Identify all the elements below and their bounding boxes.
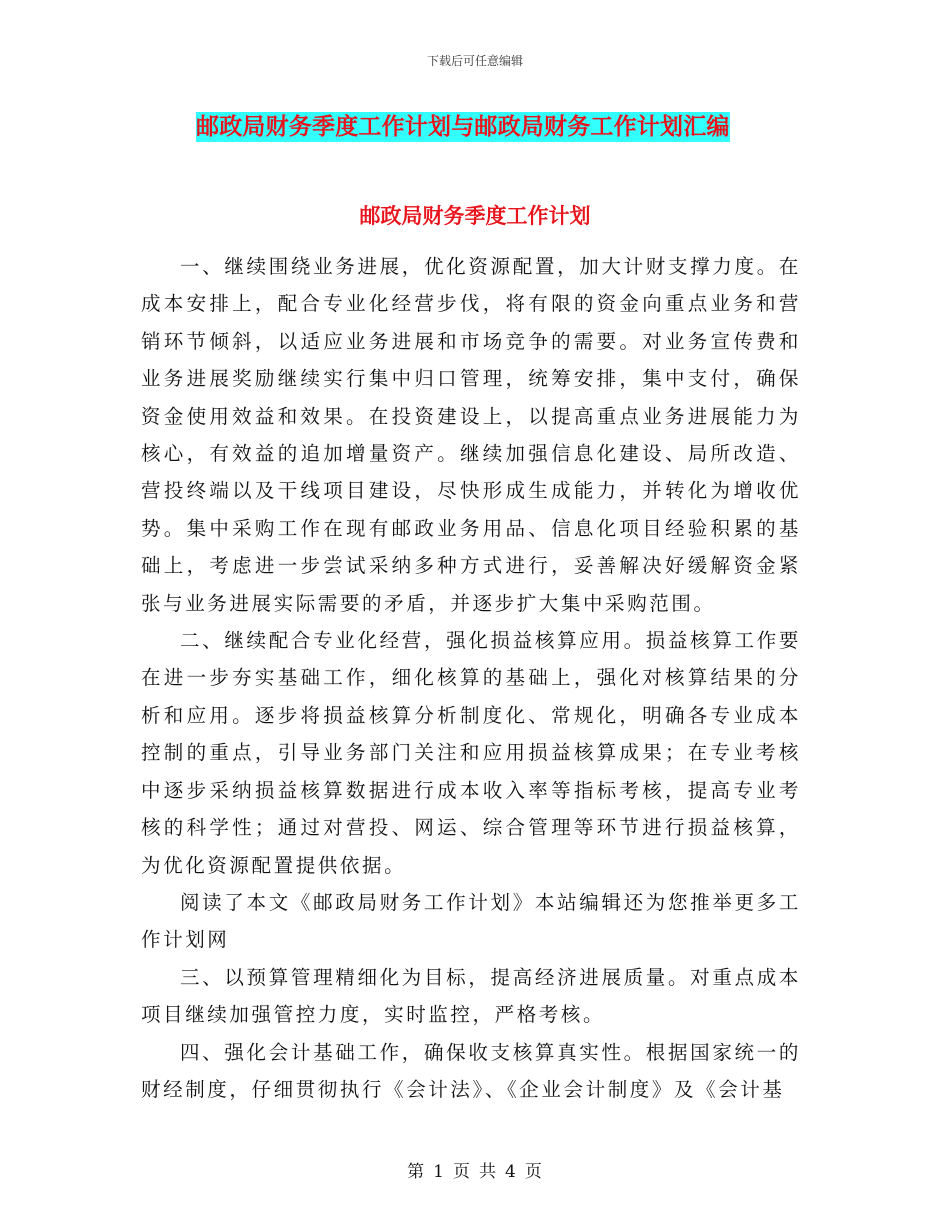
- page-footer: [0, 1157, 950, 1182]
- footer-page-word: 页: [453, 1162, 471, 1182]
- document-title: [196, 110, 730, 144]
- paragraph: 阅读了本文《邮政局财务工作计划》本站编辑还为您推举更多工作计划网: [141, 890, 801, 952]
- header-note: 下载后可任意编辑: [426, 54, 523, 68]
- paragraph: 二、继续配合专业化经营，强化损益核算应用。损益核算工作要在进一步夯实基础工作，细化核算的基础上，强化对核算结果的分析和应用。逐步将损益核算分析制度化、常规化，明确各专业成本控制的重点，引导业务部门关注和应用损益核算成果；在专业考核中逐步采纳损益核算数据进行成本收入率等指标考核，提高专业考核的科学性；通过对营投、网运、综合管理等环节进行损益核算，为优化资源配置提供依据。: [141, 629, 801, 877]
- paragraph: 四、强化会计基础工作，确保收支核算真实性。根据国家统一的财经制度，仔细贯彻执行《会计法》、《企业会计制度》及《会计基: [141, 1040, 801, 1101]
- footer-page-number: 1: [433, 1162, 445, 1182]
- footer-suffix: 页: [524, 1162, 543, 1182]
- body-text: [141, 248, 801, 1108]
- footer-total-label: 共: [479, 1162, 497, 1182]
- document-title-text: 邮政局财务季度工作计划与邮政局财务工作计划汇编: [196, 114, 730, 140]
- footer-prefix: 第: [407, 1162, 426, 1182]
- paragraph: 一、继续围绕业务进展，优化资源配置，加大计财支撑力度。在成本安排上，配合专业化经营步伐，将有限的资金向重点业务和营销环节倾斜，以适应业务进展和市场竞争的需要。对业务宣传费和业务进展奖励继续实行集中归口管理，统筹安排，集中支付，确保资金使用效益和效果。在投资建设上，以提高重点业务进展能力为核心，有效益的追加增量资产。继续加强信息化建设、局所改造、营投终端以及干线项目建设，尽快形成生成能力，并转化为增收优势。集中采购工作在现有邮政业务用品、信息化项目经验积累的基础上，考虑进一步尝试采纳多种方式进行，妥善解决好缓解资金紧张与业务进展实际需要的矛盾，并逐步扩大集中采购范围。: [141, 255, 801, 615]
- section-title: 邮政局财务季度工作计划: [359, 204, 591, 228]
- footer-total-pages: 4: [505, 1162, 517, 1182]
- paragraph: 三、以预算管理精细化为目标，提高经济进展质量。对重点成本项目继续加强管控力度，实时监控，严格考核。: [141, 965, 801, 1027]
